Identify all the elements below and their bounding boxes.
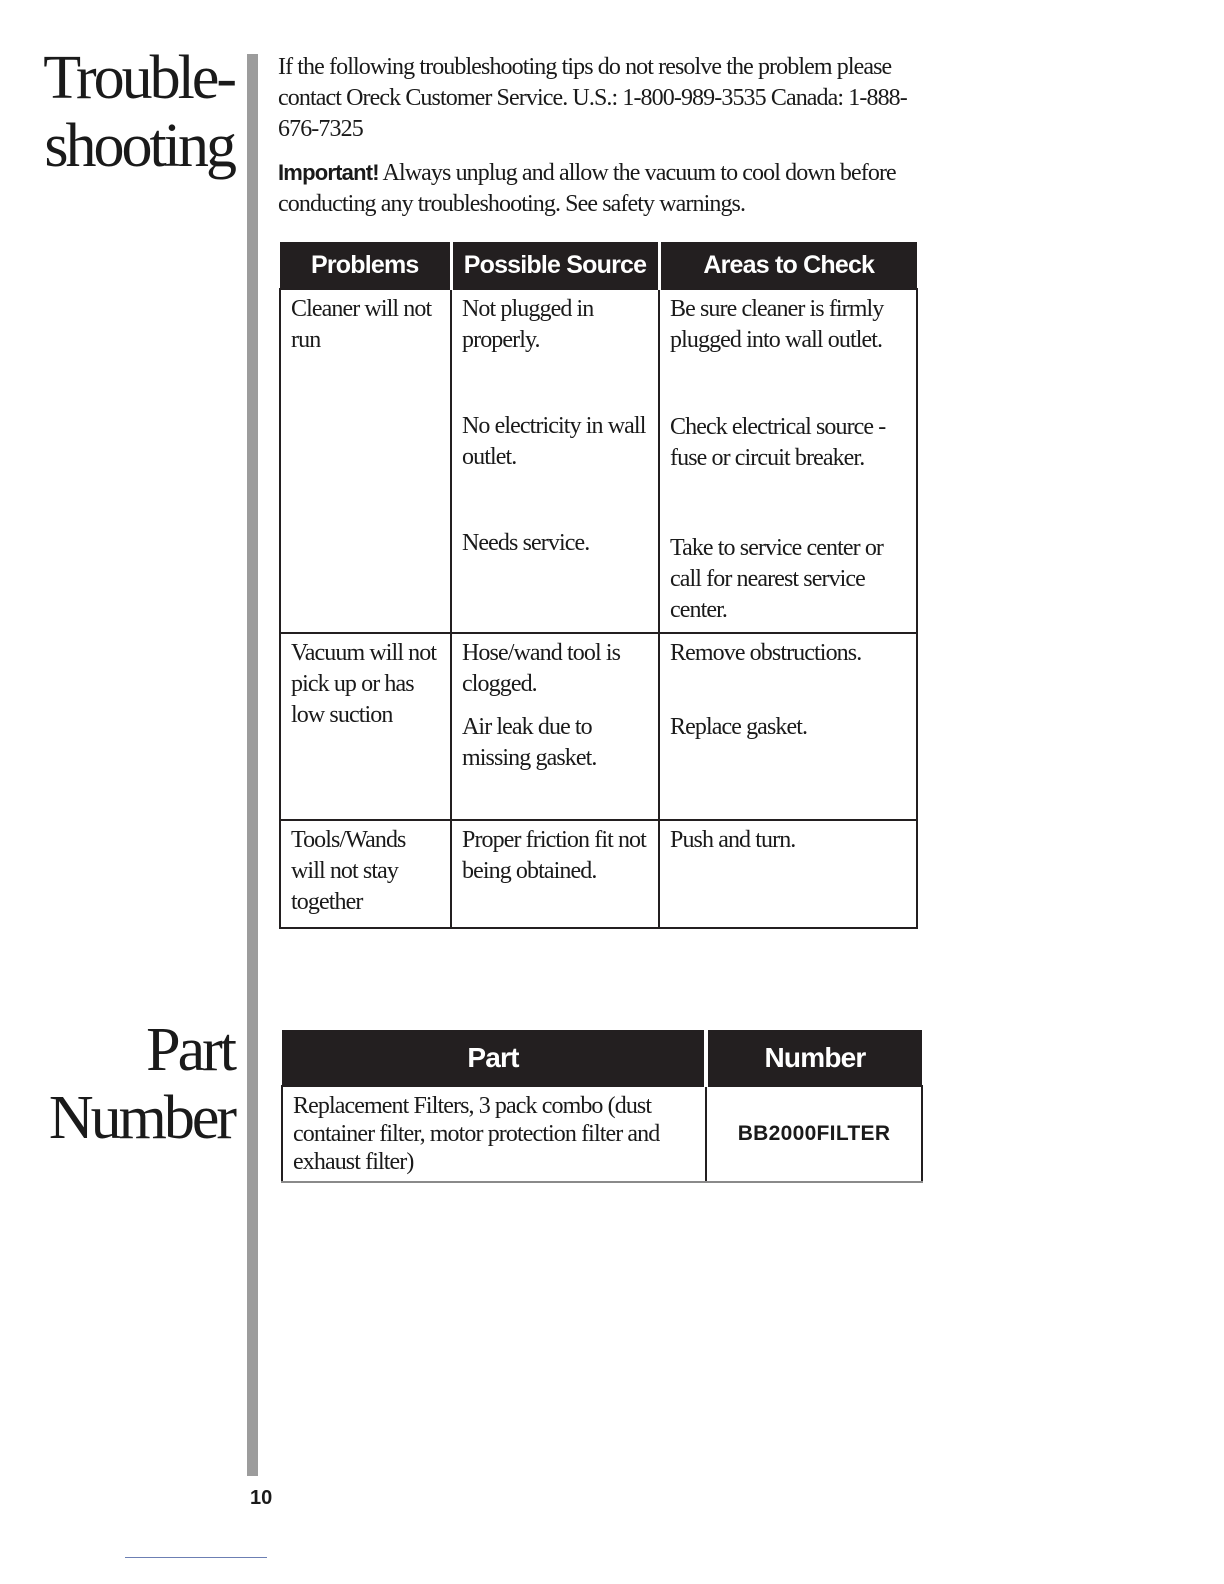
check-text: Check electrical source - fuse or circuit breaker. xyxy=(670,414,886,471)
important-notice xyxy=(278,157,918,220)
problem-text: Cleaner will not run xyxy=(291,296,432,353)
source-text: Proper friction fit not being obtained. xyxy=(462,827,646,884)
header-part: Part xyxy=(282,1030,706,1086)
important-text: Always unplug and allow the vacuum to cool down before conducting any troubleshooting. See safety warnings. xyxy=(278,160,896,217)
check-text: Replace gasket. xyxy=(670,714,808,740)
heading-line: Trouble- xyxy=(43,44,234,112)
check-cell xyxy=(659,289,917,633)
footer-rule xyxy=(125,1557,267,1558)
problem-text: Vacuum will not pick up or has low suction xyxy=(291,640,437,728)
header-number: Number xyxy=(706,1030,922,1086)
source-text: Not plugged in properly. xyxy=(462,296,594,353)
check-text: Take to service center or call for nearest service center. xyxy=(670,535,884,623)
page-number: 10 xyxy=(250,1487,273,1509)
problem-cell xyxy=(280,820,451,928)
problem-cell xyxy=(280,633,451,820)
header-problems: Problems xyxy=(280,242,451,289)
heading-line: shooting xyxy=(44,112,234,180)
check-text: Push and turn. xyxy=(670,827,796,853)
troubleshooting-heading xyxy=(43,44,234,180)
problem-text: Tools/Wands will not stay together xyxy=(291,827,406,915)
contact-paragraph: If the following troubleshooting tips do not resolve the problem please contact Oreck Customer Service. U.S.: 1-800-989-3535 Canada: 1-888-676-7325 xyxy=(278,54,907,142)
source-text: No electricity in wall outlet. xyxy=(462,413,646,470)
check-cell xyxy=(659,820,917,928)
source-text: Needs service. xyxy=(462,530,590,556)
check-text: Be sure cleaner is firmly plugged into wall outlet. xyxy=(670,296,884,353)
source-text: Hose/wand tool is clogged. xyxy=(462,640,621,697)
heading-line: Part xyxy=(146,1016,234,1084)
table-row xyxy=(282,1086,922,1182)
troubleshooting-table xyxy=(279,242,918,929)
table-row xyxy=(280,820,917,928)
check-text: Remove obstructions. xyxy=(670,640,862,666)
problem-cell xyxy=(280,289,451,633)
source-text: Air leak due to missing gasket. xyxy=(462,714,597,771)
source-cell xyxy=(451,289,659,633)
part-number-cell: BB2000FILTER xyxy=(706,1086,922,1182)
intro-text xyxy=(278,52,918,220)
table-header-row xyxy=(282,1030,922,1086)
table-row xyxy=(280,633,917,820)
check-cell xyxy=(659,633,917,820)
vertical-divider-bar xyxy=(247,54,258,1476)
important-label: Important! xyxy=(278,160,379,185)
table-row xyxy=(280,289,917,633)
source-cell xyxy=(451,820,659,928)
table-header-row xyxy=(280,242,917,289)
part-number-heading xyxy=(49,1016,234,1152)
header-possible-source: Possible Source xyxy=(451,242,659,289)
heading-line: Number xyxy=(48,1084,234,1152)
part-description-cell: Replacement Filters, 3 pack combo (dust container filter, motor protection filter and exhaust filter) xyxy=(282,1086,706,1182)
part-number-table xyxy=(281,1030,923,1183)
source-cell xyxy=(451,633,659,820)
header-areas-to-check: Areas to Check xyxy=(659,242,917,289)
